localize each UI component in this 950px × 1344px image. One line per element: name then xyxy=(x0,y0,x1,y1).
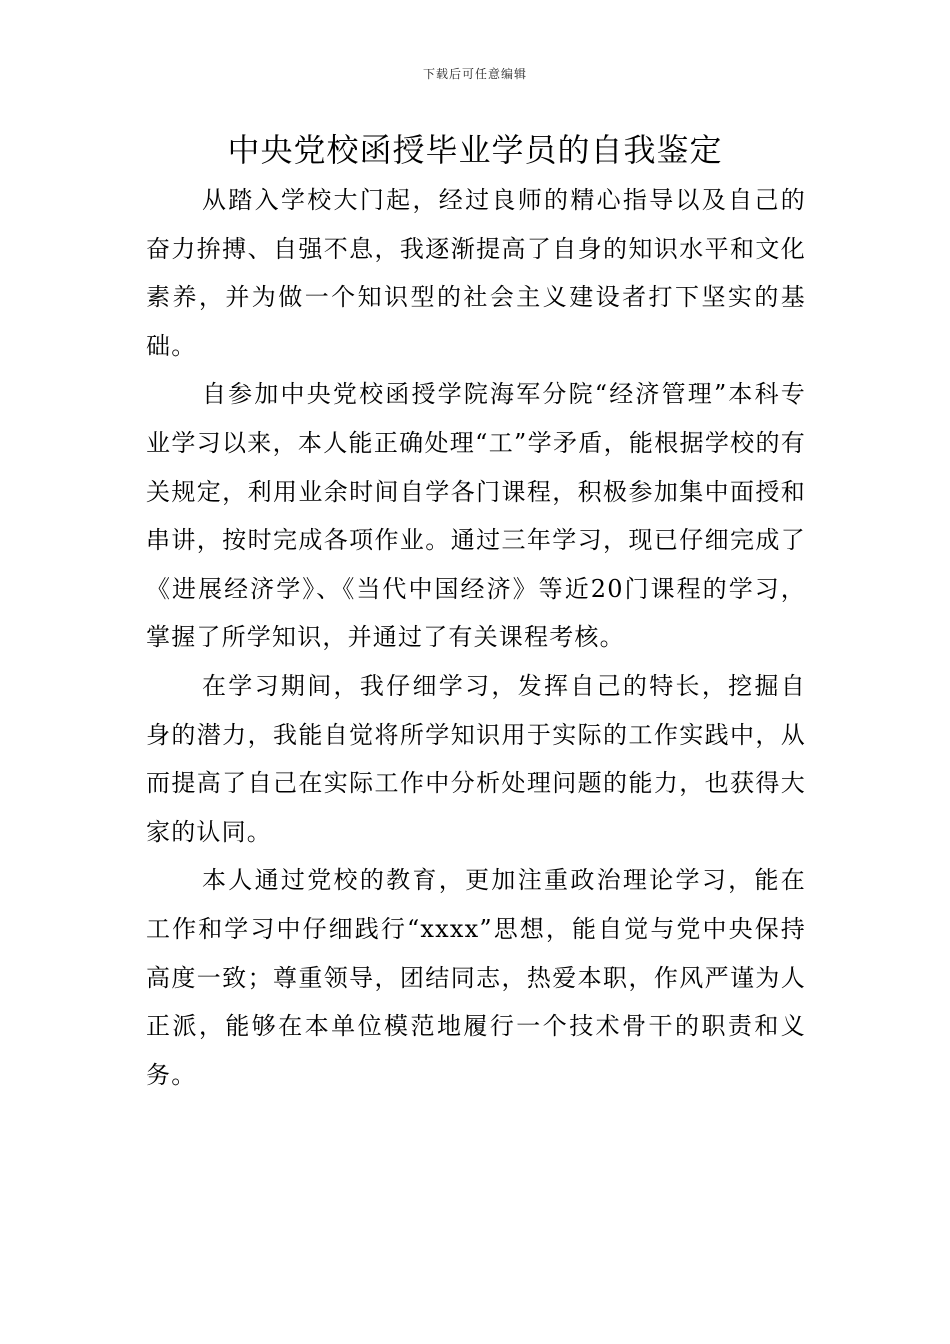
document-body xyxy=(146,176,806,1099)
paragraph-4: 本人通过党校的教育，更加注重政治理论学习，能在工作和学习中仔细践行“xxxx”思想，能自觉与党中央保持高度一致；尊重领导，团结同志，热爱本职，作风严谨为人正派，能够在本单位模范地履行一个技术骨干的职责和义务。 xyxy=(146,866,806,1089)
paragraph-3: 在学习期间，我仔细学习，发挥自己的特长，挖掘自身的潜力，我能自觉将所学知识用于实际的工作实践中，从而提高了自己在实际工作中分析处理问题的能力，也获得大家的认同。 xyxy=(146,671,806,846)
document-title: 中央党校函授毕业学员的自我鉴定 xyxy=(227,131,723,169)
paragraph-2: 自参加中央党校函授学院海军分院“经济管理”本科专业学习以来，本人能正确处理“工”学矛盾，能根据学校的有关规定，利用业余时间自学各门课程，积极参加集中面授和串讲，按时完成各项作业。通过三年学习，现已仔细完成了《进展经济学》、《当代中国经济》等近20门课程的学习，掌握了所学知识，并通过了有关课程考核。 xyxy=(146,380,806,652)
header-note: 下载后可任意编辑 xyxy=(422,67,527,81)
paragraph-1: 从踏入学校大门起，经过良师的精心指导以及自己的奋力拚搏、自强不息，我逐渐提高了自身的知识水平和文化素养，并为做一个知识型的社会主义建设者打下坚实的基础。 xyxy=(146,186,806,360)
